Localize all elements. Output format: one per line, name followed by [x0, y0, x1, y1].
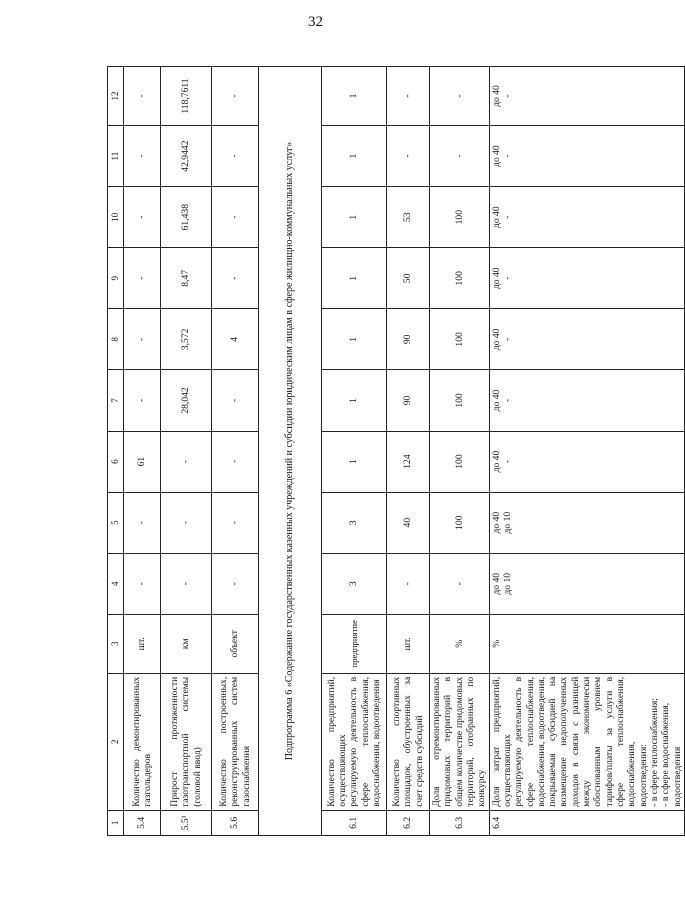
- unit-cell: км: [161, 614, 212, 673]
- table-row: [161, 67, 212, 836]
- value-cell: 100: [430, 187, 490, 248]
- indicator-name-cell: [489, 673, 684, 810]
- indicator-subitem: - в сфере водоснабжения,: [660, 702, 672, 807]
- value-cell: 3: [322, 492, 387, 553]
- value-cell: -: [124, 126, 161, 187]
- indicator-name: Доля отремонтированных придомовых территорий в общем количестве придомовых территорий, отобранных по конкурсу: [430, 673, 490, 810]
- value-cell: [489, 309, 684, 370]
- rotated-table-container: [107, 66, 683, 836]
- row-number: 6.2: [387, 810, 430, 835]
- table-row: [387, 67, 430, 836]
- header-cell: 3: [108, 614, 124, 673]
- header-cell: 4: [108, 553, 124, 614]
- value-water: до 10: [501, 572, 513, 595]
- value-heat: до 40: [490, 267, 502, 290]
- indicators-table: [107, 66, 685, 836]
- header-cell: 2: [108, 673, 124, 810]
- value-cell: [489, 553, 684, 614]
- value-cell: -: [387, 553, 430, 614]
- row-number: 5.6: [212, 810, 259, 835]
- value-cell: -: [124, 370, 161, 431]
- value-cell: -: [124, 309, 161, 370]
- value-heat: до 40: [490, 572, 502, 595]
- subprogram-title: Подпрограмма 6 «Содержание государственных казенных учреждений и субсидии юридическим лицам в сфере жилищно-коммунальных услуг»: [259, 67, 322, 836]
- value-cell: 1: [322, 67, 387, 126]
- value-cell: -: [430, 126, 490, 187]
- value-cell: -: [212, 126, 259, 187]
- value-water: до 10: [501, 511, 513, 534]
- value-cell: -: [161, 553, 212, 614]
- value-cell: 100: [430, 431, 490, 492]
- table-row: [489, 67, 684, 836]
- value-cell: 3: [322, 553, 387, 614]
- table-row: [322, 67, 387, 836]
- value-cell: -: [124, 248, 161, 309]
- unit-cell: %: [489, 614, 684, 673]
- value-cell: 61,438: [161, 187, 212, 248]
- value-cell: 100: [430, 309, 490, 370]
- value-cell: 1: [322, 248, 387, 309]
- value-cell: 1: [322, 431, 387, 492]
- value-heat: до 40: [490, 389, 502, 412]
- value-cell: -: [387, 67, 430, 126]
- value-cell: -: [124, 492, 161, 553]
- value-cell: 28,042: [161, 370, 212, 431]
- value-cell: 1: [322, 187, 387, 248]
- value-heat: до 40: [490, 206, 502, 229]
- value-water: -: [501, 154, 513, 158]
- value-cell: 53: [387, 187, 430, 248]
- value-cell: [489, 492, 684, 553]
- header-cell: 11: [108, 126, 124, 187]
- unit-cell: предприятие: [322, 614, 387, 673]
- header-cell: 6: [108, 431, 124, 492]
- value-cell: -: [212, 553, 259, 614]
- value-cell: [489, 126, 684, 187]
- value-cell: -: [212, 248, 259, 309]
- row-number: 5.5¹: [161, 810, 212, 835]
- value-cell: -: [161, 431, 212, 492]
- table-row: [430, 67, 490, 836]
- unit-cell: %: [430, 614, 490, 673]
- unit-cell: объект: [212, 614, 259, 673]
- indicator-name: Количество построенных, реконструированных систем газоснабжения: [212, 673, 259, 810]
- value-cell: [489, 431, 684, 492]
- value-cell: -: [212, 492, 259, 553]
- indicator-name: Количество спортивных площадок, обустроенных за счет средств субсидий: [387, 673, 430, 810]
- value-cell: -: [430, 67, 490, 126]
- value-water: -: [501, 459, 513, 464]
- value-heat: до 40: [490, 328, 502, 351]
- value-cell: 100: [430, 248, 490, 309]
- row-number: 5.4: [124, 810, 161, 835]
- value-cell: [489, 67, 684, 126]
- value-cell: 4: [212, 309, 259, 370]
- value-cell: 1: [322, 309, 387, 370]
- indicator-name: Доля затрат предприятий, осуществляющих регулируемую деятельность в сфере теплоснабжения, водоснабжения, водоотведения, покрываемая субсидией на возмещение недополученных доходов в связи с разницей между экономически обоснованным уровнем тарифов/платы за услуги в сфере теплоснабжения, водоснабжения, водоотведения:: [490, 676, 649, 807]
- indicator-name: Количество демонтированных газгольдеров: [124, 673, 161, 810]
- value-cell: 100: [430, 370, 490, 431]
- header-cell: 10: [108, 187, 124, 248]
- page-number: 32: [308, 14, 323, 30]
- value-cell: 61: [124, 431, 161, 492]
- value-water: -: [501, 94, 513, 98]
- indicator-subitem: - в сфере теплоснабжения;: [648, 698, 660, 807]
- value-cell: 3,572: [161, 309, 212, 370]
- value-heat: до 40: [490, 145, 502, 167]
- value-cell: -: [387, 126, 430, 187]
- value-cell: 100: [430, 492, 490, 553]
- table-row: [212, 67, 259, 836]
- header-row: [108, 67, 124, 836]
- value-cell: 42,9442: [161, 126, 212, 187]
- value-cell: -: [124, 553, 161, 614]
- value-cell: [489, 187, 684, 248]
- header-cell: 1: [108, 810, 124, 835]
- header-cell: 5: [108, 492, 124, 553]
- value-water: -: [501, 337, 513, 341]
- value-cell: -: [212, 67, 259, 126]
- value-cell: 90: [387, 309, 430, 370]
- value-cell: 8,47: [161, 248, 212, 309]
- value-cell: -: [124, 187, 161, 248]
- table-row: [124, 67, 161, 836]
- value-heat: до 40: [490, 85, 502, 107]
- header-cell: 12: [108, 67, 124, 126]
- row-number: 6.3: [430, 810, 490, 835]
- value-cell: -: [430, 553, 490, 614]
- value-cell: 124: [387, 431, 430, 492]
- value-cell: 1: [322, 370, 387, 431]
- value-cell: 40: [387, 492, 430, 553]
- value-cell: 118,7611: [161, 67, 212, 126]
- value-cell: [489, 370, 684, 431]
- row-number: 6.4: [489, 810, 684, 835]
- value-cell: -: [161, 492, 212, 553]
- value-heat: до 40: [490, 450, 502, 473]
- value-cell: [489, 248, 684, 309]
- header-cell: 7: [108, 370, 124, 431]
- indicator-name: Прирост протяженности газотранспортной системы (головой ввод): [161, 673, 212, 810]
- row-number: 6.1: [322, 810, 387, 835]
- header-cell: 8: [108, 309, 124, 370]
- value-cell: 90: [387, 370, 430, 431]
- unit-cell: шт.: [387, 614, 430, 673]
- value-cell: -: [212, 370, 259, 431]
- value-cell: -: [124, 67, 161, 126]
- value-cell: -: [212, 431, 259, 492]
- header-cell: 9: [108, 248, 124, 309]
- unit-cell: шт.: [124, 614, 161, 673]
- value-water: -: [501, 398, 513, 403]
- value-cell: -: [212, 187, 259, 248]
- indicator-subitem: водоотведения: [671, 746, 683, 807]
- value-water: -: [501, 276, 513, 280]
- value-cell: 50: [387, 248, 430, 309]
- indicator-name: Количество предприятий, осуществляющих регулируемую деятельность в сфере теплоснабжения, водоснабжения, водоотведения: [322, 673, 387, 810]
- value-heat: до 40: [490, 511, 502, 534]
- subprogram-row: [259, 67, 322, 836]
- value-water: -: [501, 215, 513, 219]
- value-cell: 1: [322, 126, 387, 187]
